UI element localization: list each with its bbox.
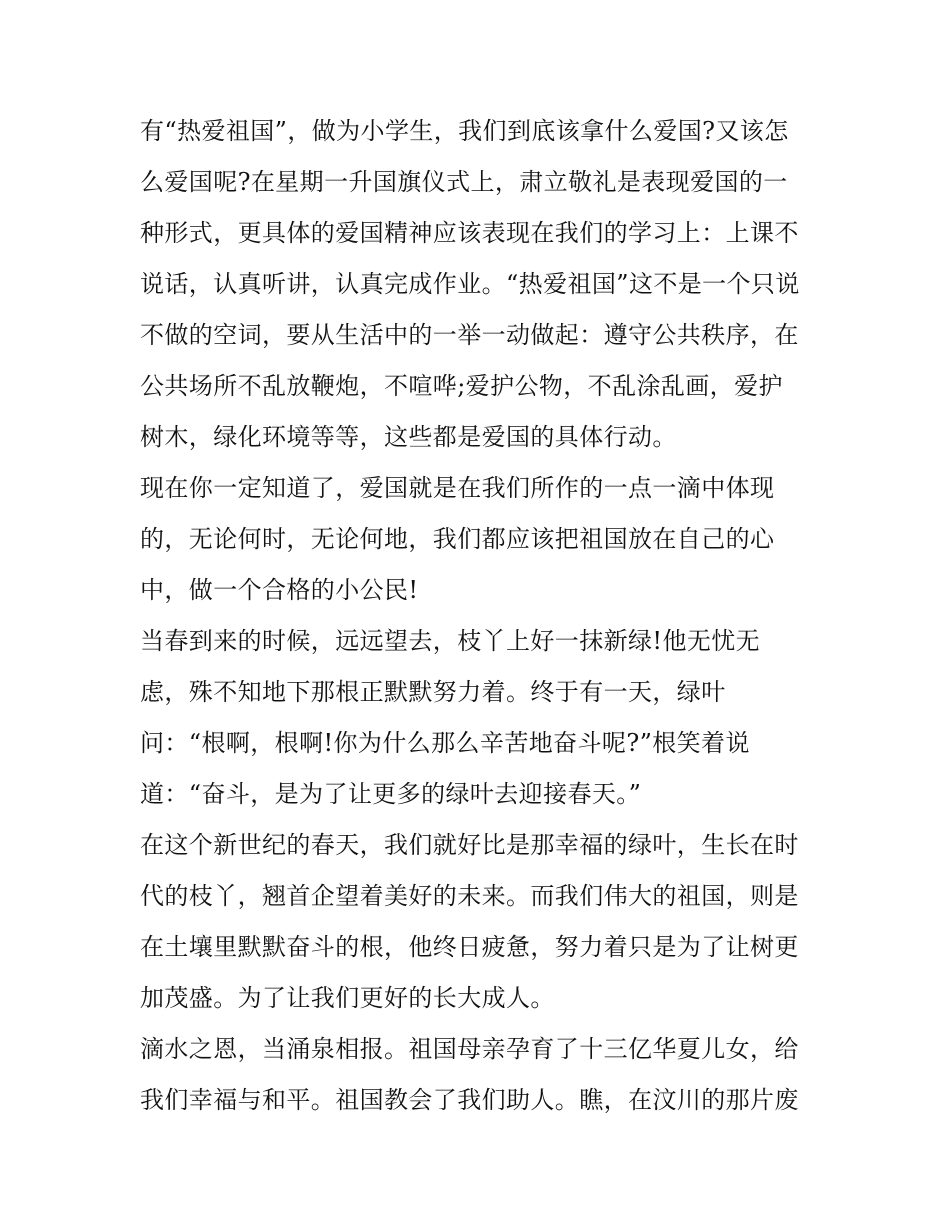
text-line: 现在你一定知道了，爱国就是在我们所作的一点一滴中体现 xyxy=(140,474,775,502)
text-line: 虑，殊不知地下那根正默默努力着。终于有一天，绿叶 xyxy=(140,678,726,706)
text-line: 中，做一个合格的小公民! xyxy=(140,576,419,604)
text-line: 种形式，更具体的爱国精神应该表现在我们的学习上：上课不 xyxy=(140,219,799,247)
text-line: 不做的空词，要从生活中的一举一动做起：遵守公共秩序，在 xyxy=(140,321,799,349)
text-line: 道：“奋斗，是为了让更多的绿叶去迎接春天。” xyxy=(140,780,642,808)
text-line: 滴水之恩，当涌泉相报。祖国母亲孕育了十三亿华夏儿女，给 xyxy=(140,1035,799,1063)
text-line: 加茂盛。为了让我们更好的长大成人。 xyxy=(140,984,555,1012)
text-line: 树木，绿化环境等等，这些都是爱国的具体行动。 xyxy=(140,423,677,451)
text-line: 有“热爱祖国”，做为小学生，我们到底该拿什么爱国?又该怎 xyxy=(140,117,789,145)
text-line: 代的枝丫，翘首企望着美好的未来。而我们伟大的祖国，则是 xyxy=(140,882,799,910)
text-line: 的，无论何时，无论何地，我们都应该把祖国放在自己的心 xyxy=(140,525,775,553)
text-line: 公共场所不乱放鞭炮，不喧哗;爱护公物，不乱涂乱画，爱护 xyxy=(140,372,783,400)
text-line: 说话，认真听讲，认真完成作业。“热爱祖国”这不是一个只说 xyxy=(140,270,800,298)
text-line: 问：“根啊，根啊!你为什么那么辛苦地奋斗呢?”根笑着说 xyxy=(140,729,750,757)
document-body xyxy=(140,106,840,1126)
text-line: 当春到来的时候，远远望去，枝丫上好一抹新绿!他无忧无 xyxy=(140,627,761,655)
text-line: 么爱国呢?在星期一升国旗仪式上，肃立敬礼是表现爱国的一 xyxy=(140,168,788,196)
text-line: 我们幸福与和平。祖国教会了我们助人。瞧，在汶川的那片废 xyxy=(140,1086,799,1114)
text-line: 在这个新世纪的春天，我们就好比是那幸福的绿叶，生长在时 xyxy=(140,831,799,859)
text-line: 在土壤里默默奋斗的根，他终日疲惫，努力着只是为了让树更 xyxy=(140,933,799,961)
